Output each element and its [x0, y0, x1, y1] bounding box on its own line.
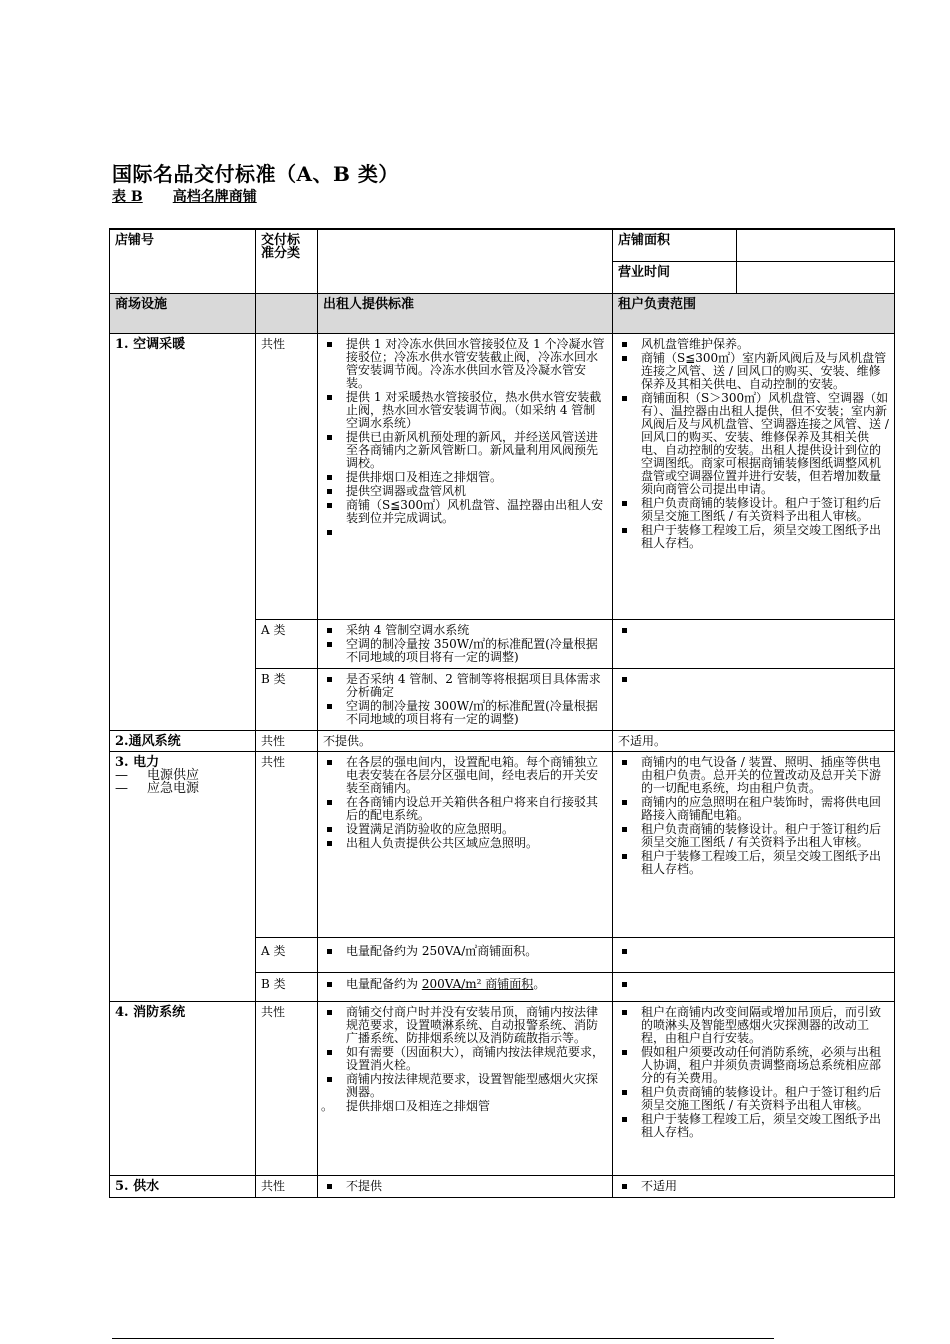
power-b-tenant-cell — [613, 973, 895, 1002]
hvac-landlord-cell — [318, 334, 613, 620]
power-section-label — [110, 752, 256, 1002]
column-header-row — [110, 294, 895, 334]
water-section-label: 5. 供水 — [110, 1176, 256, 1198]
list-item — [618, 978, 889, 991]
list-item — [618, 673, 889, 686]
shop-no-label: 店铺号 — [110, 229, 256, 294]
list-item: 假如租户须要改动任何消防系统，必须与出租人协调，租户并须负责调整商场总系统相应部分的有关费用。 — [618, 1046, 889, 1085]
shop-area-value[interactable] — [737, 229, 895, 262]
hvac-b-label: B 类 — [256, 669, 318, 731]
power-a-tenant-cell — [613, 938, 895, 973]
delivery-standard-table — [109, 228, 895, 1198]
vent-tenant-cell: 不适用。 — [613, 731, 895, 752]
list-item: 租户于装修工程竣工后，须呈交竣工图纸予出租人存档。 — [618, 1113, 889, 1139]
hvac-b-tenant-cell — [613, 669, 895, 731]
power-b-text-end: 。 — [533, 977, 546, 991]
std-class-label: 交付标准分类 — [256, 229, 318, 294]
table-name: 高档名牌商铺 — [172, 189, 257, 205]
power-landlord-cell — [318, 752, 613, 938]
list-item: 租户负责商铺的装修设计。租户于签订租约后须呈交施工图纸 / 有关资料予出租人审核。 — [618, 823, 889, 849]
landlord-header: 出租人提供标准 — [318, 294, 613, 334]
fire-common-label: 共性 — [256, 1002, 318, 1176]
list-item: 风机盘管维护保养。 — [618, 338, 889, 351]
list-item: 商铺（S≦300㎡）风机盘管、温控器由出租人安装到位并完成调试。 — [323, 499, 607, 525]
power-sub-emergency: — 应急电源 — [115, 782, 250, 795]
list-item: 是否采纳 4 管制、2 管制等将根据项目具体需求分析确定 — [323, 673, 607, 699]
table-subtitle — [112, 186, 257, 206]
list-item: 。 提供排烟口及相连之排烟管 — [323, 1100, 607, 1113]
vent-common-label: 共性 — [256, 731, 318, 752]
shop-area-label: 店铺面积 — [613, 229, 737, 262]
list-item: 提供 1 对采暖热水管接驳位，热水供水管安装截止阀，热水回水管安装调节阀。（如采纳 4 管制空调水系统） — [323, 391, 607, 430]
table-number: 表 B — [112, 189, 143, 205]
hvac-b-landlord-cell — [318, 669, 613, 731]
list-item: 提供 1 对冷冻水供回水管接驳位及 1 个冷凝水管接驳位；冷冻水供水管安装截止阀，冷冻水回水管安装调节阀。冷冻水供回水管及冷凝水管安装。 — [323, 338, 607, 390]
list-item: 采纳 4 管制空调水系统 — [323, 624, 607, 637]
vent-row — [110, 731, 895, 752]
fire-section-label: 4. 消防系统 — [110, 1002, 256, 1176]
list-item: 空调的制冷量按 350W/㎡的标准配置(冷量根据不同地域的项目将有一定的调整) — [323, 638, 607, 664]
list-item — [618, 624, 889, 637]
hvac-a-label: A 类 — [256, 620, 318, 669]
vent-section-label: 2.通风系统 — [110, 731, 256, 752]
list-item: 提供排烟口及相连之排烟管。 — [323, 471, 607, 484]
fire-landlord-cell — [318, 1002, 613, 1176]
class-header — [256, 294, 318, 334]
business-hours-label: 营业时间 — [613, 262, 737, 294]
water-row — [110, 1176, 895, 1198]
list-item: 出租人负责提供公共区域应急照明。 — [323, 837, 607, 850]
list-item: 租户在商铺内改变间隔或增加吊顶后，而引致的喷淋头及智能型感烟火灾探测器的改动工程，由租户自行安装。 — [618, 1006, 889, 1045]
power-common-row — [110, 752, 895, 938]
list-item: 租户负责商铺的装修设计。租户于签订租约后须呈交施工图纸 / 有关资料予出租人审核。 — [618, 1086, 889, 1112]
document-title: 国际名品交付标准（A、B 类） — [112, 162, 399, 186]
business-hours-value[interactable] — [737, 262, 895, 294]
power-common-label: 共性 — [256, 752, 318, 938]
water-common-label: 共性 — [256, 1176, 318, 1198]
list-item: 提供已由新风机预处理的新风，并经送风管送进至各商铺内之新风管断口。新风量利用风阀预先调校。 — [323, 431, 607, 470]
vent-landlord-cell: 不提供。 — [318, 731, 613, 752]
list-item: 在各层的强电间内，设置配电箱。每个商铺独立电表安装在各层分区强电间，经电表后的开关安装至商铺内。 — [323, 756, 607, 795]
list-item: 租户于装修工程竣工后，须呈交竣工图纸予出租人存档。 — [618, 524, 889, 550]
blank-cell — [318, 229, 613, 294]
fire-tenant-cell — [613, 1002, 895, 1176]
list-item: 租户于装修工程竣工后，须呈交竣工图纸予出租人存档。 — [618, 850, 889, 876]
hvac-a-tenant-cell — [613, 620, 895, 669]
list-item: 商铺交付商户时并没有安装吊顶，商铺内按法律规范要求，设置喷淋系统、自动报警系统、消防广播系统、防排烟系统以及消防疏散指示等。 — [323, 1006, 607, 1045]
power-b-label: B 类 — [256, 973, 318, 1002]
list-item: 商铺面积（S＞300㎡）风机盘管、空调器（如有）、温控器由出租人提供，但不安装；室内新风阀后及与风机盘管、空调器连接之风管、送 / 回风口的购买、安装、维修保养及其相关供电、自动控制的安装。出租人提供设计到位的空调图纸。商家可根据商铺装修图纸调整风机盘管或空调器位置并进行安装，但若增加数量须向商管公司提出申请。 — [618, 392, 889, 496]
list-item: 不适用 — [618, 1180, 889, 1193]
list-item — [323, 526, 607, 539]
water-landlord-cell — [318, 1176, 613, 1198]
power-a-landlord-cell — [318, 938, 613, 973]
hvac-tenant-cell — [613, 334, 895, 620]
tenant-header: 租户负责范围 — [613, 294, 895, 334]
fire-row — [110, 1002, 895, 1176]
list-item: 商铺内的电气设备 / 装置、照明、插座等供电由租户负责。总开关的位置改动及总开关下游的一切配电系统，均由租户负责。 — [618, 756, 889, 795]
power-sub-supply: — 电源供应 — [115, 769, 250, 782]
footer-rule — [112, 1338, 774, 1339]
water-tenant-cell — [613, 1176, 895, 1198]
hvac-common-row — [110, 334, 895, 620]
hvac-section-label: 1. 空调采暖 — [110, 334, 256, 731]
list-item — [323, 978, 607, 991]
list-item: 商铺（S≦300㎡）室内新风阀后及与风机盘管连接之风管、送 / 回风口的购买、安装、维修保养及其相关供电、自动控制的安装。 — [618, 352, 889, 391]
list-item: 租户负责商铺的装修设计。租户于签订租约后须呈交施工图纸 / 有关资料予出租人审核。 — [618, 497, 889, 523]
power-b-underlined: 200VA/m² 商铺面积 — [421, 977, 534, 991]
list-item: 在各商铺内设总开关箱供各租户将来自行接驳其后的配电系统。 — [323, 796, 607, 822]
list-item: 商铺内的应急照明在租户装饰时，需将供电回路接入商铺配电箱。 — [618, 796, 889, 822]
shop-info-row — [110, 229, 895, 262]
power-section-title: 3. 电力 — [115, 755, 160, 770]
list-item: 电量配备约为 250VA/㎡商铺面积。 — [323, 945, 607, 958]
list-item: 提供空调器或盘管风机 — [323, 485, 607, 498]
list-item: 不提供 — [323, 1180, 607, 1193]
list-item: 设置满足消防验收的应急照明。 — [323, 823, 607, 836]
facility-header: 商场设施 — [110, 294, 256, 334]
hvac-a-landlord-cell — [318, 620, 613, 669]
power-a-label: A 类 — [256, 938, 318, 973]
power-b-text: 电量配备约为 — [346, 977, 422, 991]
hvac-common-label: 共性 — [256, 334, 318, 620]
list-item: 如有需要（因面积大），商铺内按法律规范要求，设置消火栓。 — [323, 1046, 607, 1072]
list-item: 空调的制冷量按 300W/㎡的标准配置(冷量根据不同地域的项目将有一定的调整) — [323, 700, 607, 726]
list-item: 商铺内按法律规范要求，设置智能型感烟火灾探测器。 — [323, 1073, 607, 1099]
power-b-landlord-cell — [318, 973, 613, 1002]
power-tenant-cell — [613, 752, 895, 938]
list-item — [618, 945, 889, 958]
